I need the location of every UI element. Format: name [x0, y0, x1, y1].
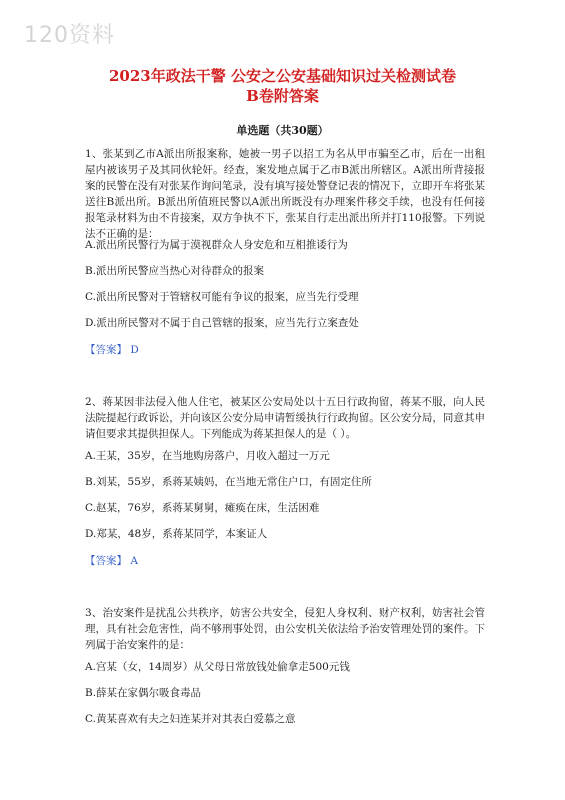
question-2-option-d: D.郑某，48岁，系蒋某同学，本案证人 [85, 528, 268, 540]
question-2-answer: 【答案】 A [85, 555, 138, 567]
question-1-stem: 1、张某到乙市A派出所报案称，她被一男子以招工为名从甲市骗至乙市，后在一出租屋内被该男子及其同伙轮奸。经查，案发地点属于乙市B派出所辖区。A派出所背接报案的民警在没有对张某作询问笔录，没有填写接处警登记表的情况下，立即开车将张某送往B派出所。B派出所值班民警以A派出所既没有办理案件移交手续，也没有任何接报笔录材料为由不肯接案，双方争执不下，张某自行走出派出所并打110报警。下列说法不正确的是： [85, 148, 485, 240]
question-2-option-a: A.王某，35岁，在当地购房落户，月收入超过一万元 [85, 450, 330, 462]
question-2-option-c: C.赵某，76岁，系蒋某舅舅，瘫痪在床，生活困难 [85, 502, 320, 514]
watermark: 120资料 [24, 23, 115, 48]
question-3-option-b: B.薛某在家偶尔吸食毒品 [85, 687, 202, 699]
question-3-option-a: A.宫某（女，14周岁）从父母日常放钱处偷拿走500元钱 [85, 661, 350, 673]
question-1-option-c: C.派出所民警对于管辖权可能有争议的报案，应当先行受理 [85, 291, 359, 303]
question-1-answer: 【答案】 D [85, 344, 139, 356]
question-1-option-b: B.派出所民警应当热心对待群众的报案 [85, 265, 265, 277]
question-1-option-d: D.派出所民警对不属于自己管辖的报案，应当先行立案查处 [85, 317, 359, 329]
question-2-option-b: B.刘某，55岁，系蒋某姨妈，在当地无常住户口，有固定住所 [85, 476, 372, 488]
question-2-stem: 2、蒋某因非法侵入他人住宅，被某区公安局处以十五日行政拘留，蒋某不服，向人民法院提起行政诉讼，并向该区公安分局申请暂缓执行行政拘留。区公安分局，同意其申请但要求其提供担保人。下列能成为蒋某担保人的是（ ）。 [85, 396, 485, 440]
question-1-option-a: A.派出所民警行为属于漠视群众人身安危和互相推诿行为 [85, 239, 348, 251]
document-title-line2: B卷附答案 [246, 87, 319, 105]
question-3-option-c: C.黄某喜欢有夫之妇连某并对其表白爱慕之意 [85, 713, 296, 725]
document-title: 2023年政法干警 公安之公安基础知识过关检测试卷 [109, 67, 456, 85]
question-3-stem: 3、治安案件是扰乱公共秩序，妨害公共安全，侵犯人身权利、财产权利，妨害社会管理，具有社会危害性，尚不够刑事处罚，由公安机关依法给予治安管理处罚的案件。下列属于治安案件的是： [85, 607, 485, 651]
section-heading: 单选题（共30题） [236, 124, 329, 137]
